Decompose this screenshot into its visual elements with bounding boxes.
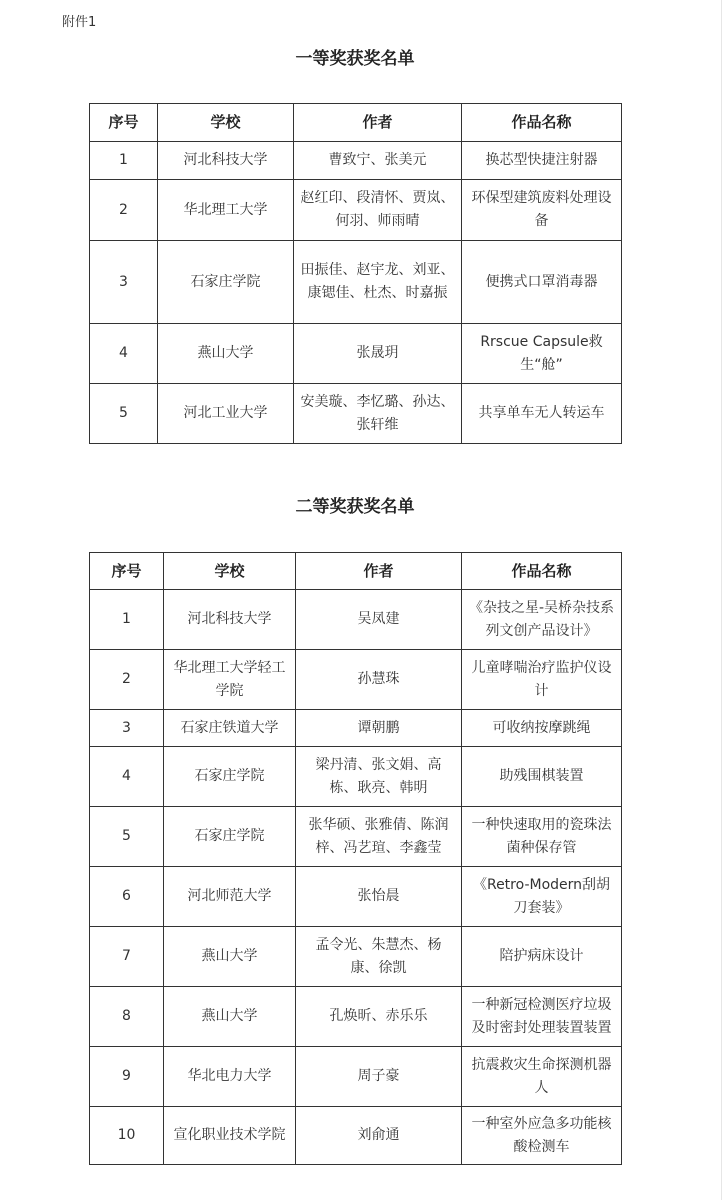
second-prize-table [89,552,622,1165]
cell-school: 河北科技大学 [164,590,296,650]
cell-school: 河北师范大学 [164,867,296,927]
cell-authors: 谭朝鹏 [296,710,462,747]
cell-work: 《Retro-Modern刮胡刀套装》 [462,867,622,927]
cell-index: 4 [90,324,158,384]
cell-school: 燕山大学 [164,987,296,1047]
cell-index: 4 [90,747,164,807]
header-work: 作品名称 [462,553,622,590]
cell-index: 7 [90,927,164,987]
table-row [90,867,622,927]
cell-work: 儿童哮喘治疗监护仪设计 [462,650,622,710]
table-row [90,590,622,650]
table-row [90,927,622,987]
table-row [90,710,622,747]
cell-school: 燕山大学 [164,927,296,987]
cell-index: 10 [90,1107,164,1165]
cell-work: 可收纳按摩跳绳 [462,710,622,747]
cell-work: 环保型建筑废料处理设备 [462,180,622,241]
header-school: 学校 [164,553,296,590]
cell-school: 河北工业大学 [158,384,294,444]
table-row [90,747,622,807]
table-row [90,807,622,867]
cell-authors: 张华硕、张雅倩、陈润梓、冯艺瑄、李鑫莹 [296,807,462,867]
cell-school: 华北理工大学轻工学院 [164,650,296,710]
cell-work: 一种新冠检测医疗垃圾及时密封处理装置装置 [462,987,622,1047]
cell-school: 石家庄学院 [164,807,296,867]
cell-authors: 周子豪 [296,1047,462,1107]
cell-index: 1 [90,590,164,650]
cell-school: 燕山大学 [158,324,294,384]
cell-school: 华北电力大学 [164,1047,296,1107]
cell-index: 6 [90,867,164,927]
cell-index: 9 [90,1047,164,1107]
cell-work: 便携式口罩消毒器 [462,241,622,324]
cell-authors: 赵红印、段清怀、贾岚、何羽、师雨晴 [294,180,462,241]
cell-authors: 孙慧珠 [296,650,462,710]
table-header-row [90,104,622,142]
cell-authors: 张晟玥 [294,324,462,384]
table-row [90,241,622,324]
cell-index: 1 [90,142,158,180]
header-authors: 作者 [294,104,462,142]
cell-authors: 吴凤建 [296,590,462,650]
cell-index: 2 [90,650,164,710]
table-row [90,987,622,1047]
cell-index: 5 [90,384,158,444]
cell-school: 石家庄铁道大学 [164,710,296,747]
table-row [90,1107,622,1165]
cell-school: 华北理工大学 [158,180,294,241]
cell-work: Rrscue Capsule救生“舱” [462,324,622,384]
cell-work: 《杂技之星-吴桥杂技系列文创产品设计》 [462,590,622,650]
cell-index: 8 [90,987,164,1047]
table-row [90,384,622,444]
header-authors: 作者 [296,553,462,590]
table-row [90,324,622,384]
header-index: 序号 [90,553,164,590]
cell-authors: 刘俞通 [296,1107,462,1165]
table-row [90,1047,622,1107]
cell-index: 2 [90,180,158,241]
table-row [90,180,622,241]
table-row [90,650,622,710]
cell-school: 石家庄学院 [158,241,294,324]
table-header-row [90,553,622,590]
first-prize-title: 一等奖获奖名单 [295,49,415,69]
first-prize-table [89,103,622,444]
header-school: 学校 [158,104,294,142]
cell-authors: 田振佳、赵宇龙、刘亚、康锶佳、杜杰、时嘉振 [294,241,462,324]
cell-work: 一种快速取用的瓷珠法菌种保存管 [462,807,622,867]
header-work: 作品名称 [462,104,622,142]
cell-school: 宣化职业技术学院 [164,1107,296,1165]
cell-work: 助残围棋装置 [462,747,622,807]
cell-index: 3 [90,710,164,747]
cell-school: 石家庄学院 [164,747,296,807]
cell-authors: 安美璇、李忆璐、孙达、张轩维 [294,384,462,444]
cell-work: 换芯型快捷注射器 [462,142,622,180]
cell-school: 河北科技大学 [158,142,294,180]
cell-authors: 张怡晨 [296,867,462,927]
cell-authors: 曹致宁、张美元 [294,142,462,180]
cell-index: 3 [90,241,158,324]
attachment-label: 附件1 [62,15,97,30]
cell-work: 陪护病床设计 [462,927,622,987]
cell-work: 抗震救灾生命探测机器人 [462,1047,622,1107]
cell-authors: 梁丹清、张文娟、高栋、耿亮、韩明 [296,747,462,807]
cell-authors: 孟令光、朱慧杰、杨康、徐凯 [296,927,462,987]
table-row [90,142,622,180]
cell-work: 一种室外应急多功能核酸检测车 [462,1107,622,1165]
cell-work: 共享单车无人转运车 [462,384,622,444]
cell-index: 5 [90,807,164,867]
header-index: 序号 [90,104,158,142]
cell-authors: 孔焕昕、赤乐乐 [296,987,462,1047]
second-prize-title: 二等奖获奖名单 [295,497,415,517]
